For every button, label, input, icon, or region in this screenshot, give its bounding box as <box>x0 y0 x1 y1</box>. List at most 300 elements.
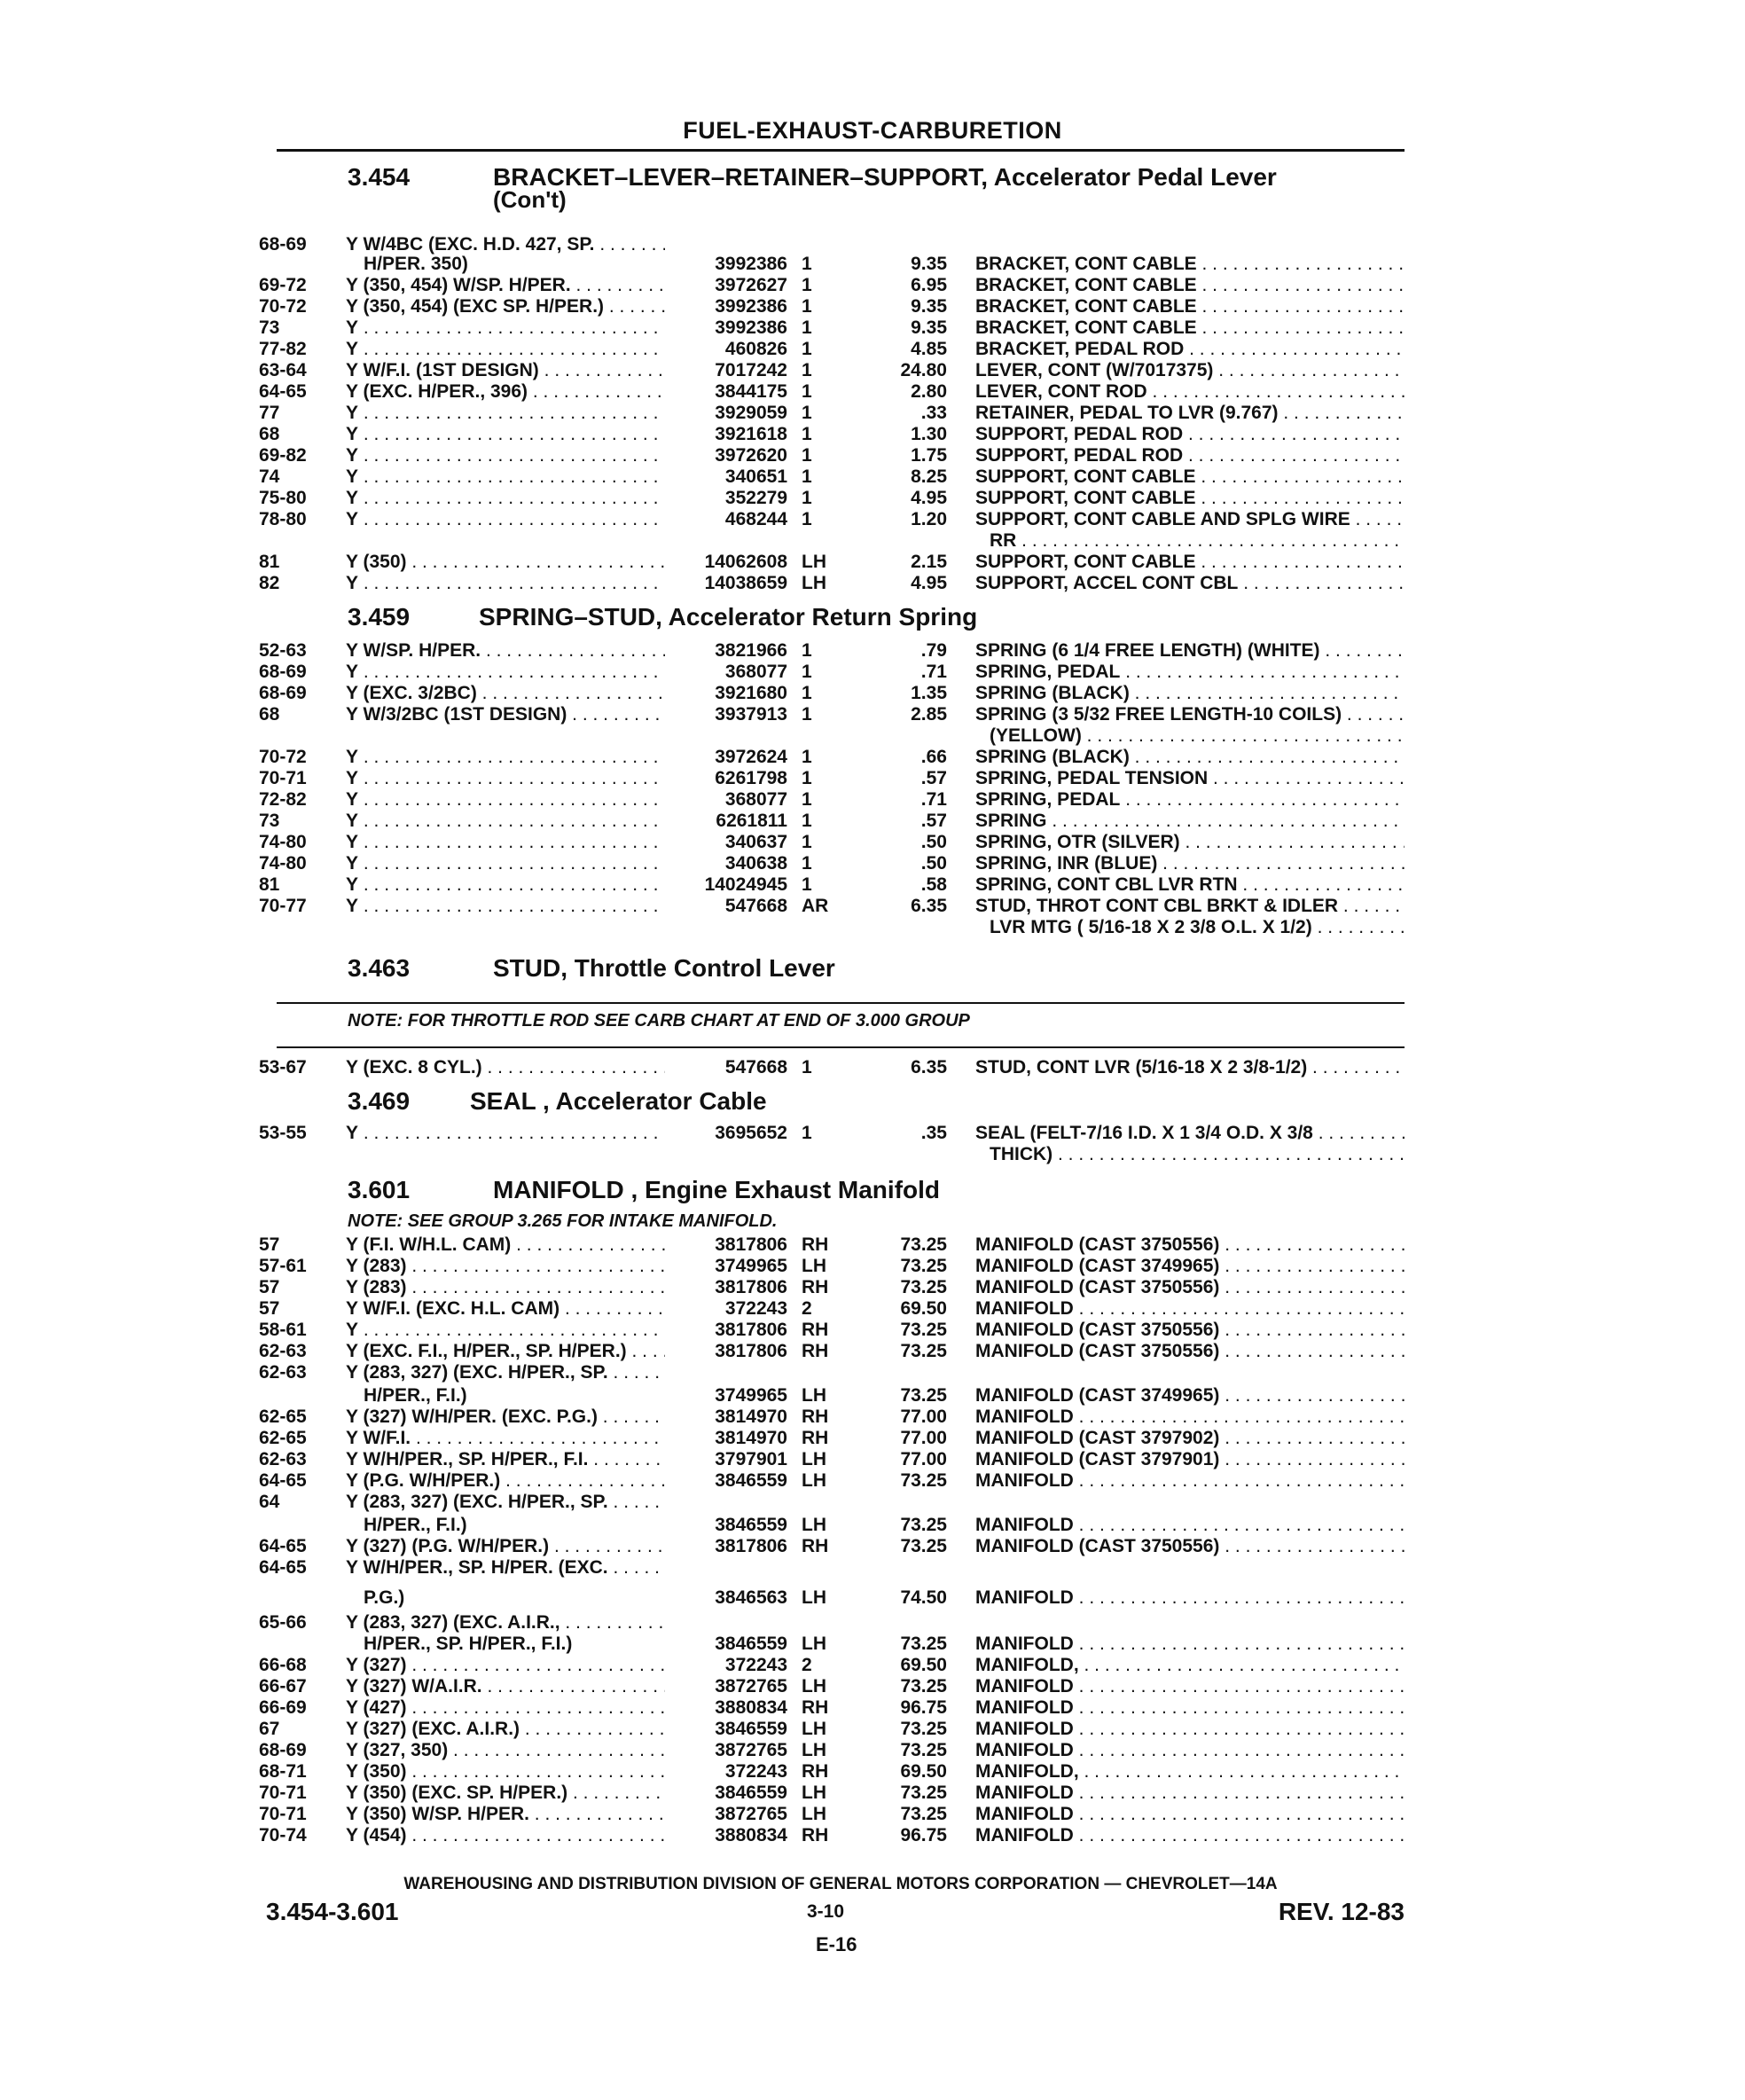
quantity: 1 <box>802 254 812 274</box>
application-continued: H/PER. 350) <box>364 254 468 274</box>
part-description: MANIFOLD (CAST 3750556) . . . <box>975 1320 1405 1341</box>
part-number: 3695652 <box>715 1123 787 1143</box>
part-number: 3992386 <box>715 317 787 338</box>
application-continued: H/PER., SP. H/PER., F.I.) <box>364 1634 573 1654</box>
part-description: MANIFOLD . . . <box>975 1697 1405 1719</box>
price: 2.85 <box>911 704 947 725</box>
parts-row <box>0 254 1745 275</box>
application: Y . . . <box>346 896 665 917</box>
year-range: 62-65 <box>259 1407 307 1427</box>
part-description: LEVER, CONT ROD . . . <box>975 381 1405 403</box>
part-description: SUPPORT, CONT CABLE . . . <box>975 552 1405 573</box>
parts-row <box>0 1385 1745 1407</box>
price: 1.30 <box>911 424 947 444</box>
part-description: STUD, CONT LVR (5/16-18 X 2 3/8-1/2) . . . <box>975 1057 1405 1078</box>
part-description: SPRING (3 5/32 FREE LENGTH-10 COILS) . . . <box>975 704 1405 725</box>
part-description: MANIFOLD (CAST 3797901) . . . <box>975 1449 1405 1470</box>
application: Y (327) (EXC. A.I.R.) . . . <box>346 1719 665 1740</box>
year-range: 70-72 <box>259 296 307 317</box>
price: 73.25 <box>900 1719 947 1739</box>
year-range: 68-69 <box>259 1740 307 1760</box>
price: 73.25 <box>900 1341 947 1361</box>
price: 73.25 <box>900 1385 947 1406</box>
year-range: 58-61 <box>259 1320 307 1340</box>
part-description: MANIFOLD, . . . <box>975 1761 1405 1783</box>
part-number: 3749965 <box>715 1385 787 1406</box>
quantity: LH <box>802 1256 826 1276</box>
application: Y W/F.I. (EXC. H.L. CAM) . . . <box>346 1298 665 1320</box>
price: 1.35 <box>911 683 947 703</box>
footer-revision: REV. 12-83 <box>1278 1898 1405 1925</box>
parts-row <box>0 1634 1745 1655</box>
price: 9.35 <box>911 296 947 317</box>
price: 4.95 <box>911 573 947 593</box>
quantity: 1 <box>802 424 812 444</box>
year-range: 82 <box>259 573 280 593</box>
price: 9.35 <box>911 317 947 338</box>
parts-row <box>0 896 1745 917</box>
price: .57 <box>920 811 947 831</box>
parts-row <box>0 832 1745 853</box>
part-number: 3846559 <box>715 1515 787 1535</box>
parts-row <box>0 317 1745 339</box>
quantity: 2 <box>802 1298 812 1319</box>
part-description-continued: RR . . . <box>990 530 1405 552</box>
part-number: 340651 <box>724 466 787 487</box>
application: Y (327) W/H/PER. (EXC. P.G.) . . . <box>346 1407 665 1428</box>
page-id: E-16 <box>816 1933 857 1955</box>
quantity: 1 <box>802 1057 812 1077</box>
year-range: 68-71 <box>259 1761 307 1782</box>
application: Y . . . <box>346 811 665 832</box>
section-heading <box>0 163 1745 193</box>
part-number: 3972627 <box>715 275 787 295</box>
parts-row <box>0 530 1745 552</box>
section-title: MANIFOLD , Engine Exhaust Manifold <box>493 1176 940 1203</box>
footer-section-range: 3.454-3.601 <box>266 1898 399 1925</box>
part-number: 3992386 <box>715 254 787 274</box>
part-description: MANIFOLD . . . <box>975 1676 1405 1697</box>
year-range: 69-72 <box>259 275 307 295</box>
year-range: 73 <box>259 317 280 338</box>
part-description: SPRING, OTR (SILVER) . . . <box>975 832 1405 853</box>
quantity: 1 <box>802 640 812 661</box>
parts-row <box>0 573 1745 594</box>
part-description: MANIFOLD (CAST 3750556) . . . <box>975 1277 1405 1298</box>
quantity: LH <box>802 1470 826 1491</box>
part-number: 3872765 <box>715 1676 787 1696</box>
year-range: 74-80 <box>259 853 307 874</box>
section-title: SEAL , Accelerator Cable <box>470 1087 767 1115</box>
part-number: 14038659 <box>704 573 787 593</box>
year-range: 73 <box>259 811 280 831</box>
quantity: 1 <box>802 662 812 682</box>
part-description: SUPPORT, CONT CABLE . . . <box>975 466 1405 488</box>
parts-row <box>0 662 1745 683</box>
quantity: 1 <box>802 832 812 852</box>
price: 6.35 <box>911 896 947 916</box>
year-range: 52-63 <box>259 640 307 661</box>
quantity: 1 <box>802 683 812 703</box>
quantity: LH <box>802 1634 826 1654</box>
parts-row <box>0 1587 1745 1609</box>
application: Y (EXC. 8 CYL.) . . . <box>346 1057 665 1078</box>
quantity: LH <box>802 1385 826 1406</box>
quantity: RH <box>802 1536 829 1556</box>
price: .66 <box>920 747 947 767</box>
part-number: 3817806 <box>715 1234 787 1255</box>
part-description: MANIFOLD . . . <box>975 1783 1405 1804</box>
parts-row <box>0 917 1745 938</box>
part-description: SPRING . . . <box>975 811 1405 832</box>
quantity: LH <box>802 552 826 572</box>
price: .35 <box>920 1123 947 1143</box>
part-description: MANIFOLD . . . <box>975 1298 1405 1320</box>
parts-row <box>0 683 1745 704</box>
application: Y (327) (P.G. W/H/PER.) . . . <box>346 1536 665 1557</box>
parts-row <box>0 1515 1745 1536</box>
price: 9.35 <box>911 254 947 274</box>
price: 73.25 <box>900 1536 947 1556</box>
quantity: 1 <box>802 445 812 466</box>
application: Y . . . <box>346 853 665 874</box>
quantity: 1 <box>802 296 812 317</box>
quantity: 1 <box>802 747 812 767</box>
parts-row <box>0 1825 1745 1846</box>
part-description: MANIFOLD (CAST 3750556) . . . <box>975 1234 1405 1256</box>
application-continued: H/PER., F.I.) <box>364 1515 467 1535</box>
quantity: LH <box>802 1740 826 1760</box>
price: 74.50 <box>900 1587 947 1608</box>
application: Y W/H/PER., SP. H/PER., F.I. . . . <box>346 1449 665 1470</box>
part-number: 3846559 <box>715 1470 787 1491</box>
section-heading <box>0 603 1745 633</box>
part-description: SUPPORT, CONT CABLE . . . <box>975 488 1405 509</box>
quantity: RH <box>802 1234 829 1255</box>
parts-row <box>0 853 1745 874</box>
application: Y (283, 327) (EXC. H/PER., SP. . . . <box>346 1362 665 1383</box>
part-description: MANIFOLD . . . <box>975 1740 1405 1761</box>
part-description: SEAL (FELT-7/16 I.D. X 1 3/4 O.D. X 3/8 . . . <box>975 1123 1405 1144</box>
year-range: 70-71 <box>259 1783 307 1803</box>
application: Y . . . <box>346 573 665 594</box>
year-range: 64-65 <box>259 381 307 402</box>
price: 69.50 <box>900 1298 947 1319</box>
section-title: SPRING–STUD, Accelerator Return Spring <box>479 603 978 631</box>
year-range: 74 <box>259 466 280 487</box>
parts-row <box>0 509 1745 530</box>
header-rule <box>277 149 1405 152</box>
parts-row <box>0 874 1745 896</box>
part-number: 3972624 <box>715 747 787 767</box>
year-range: 53-67 <box>259 1057 307 1077</box>
year-range: 77 <box>259 403 280 423</box>
application: Y . . . <box>346 339 665 360</box>
quantity: RH <box>802 1761 829 1782</box>
note-rule-bottom <box>277 1046 1405 1048</box>
quantity: 1 <box>802 403 812 423</box>
parts-row <box>0 1407 1745 1428</box>
part-description: SUPPORT, CONT CABLE AND SPLG WIRE . . . <box>975 509 1405 530</box>
year-range: 57 <box>259 1277 280 1297</box>
year-range: 64 <box>259 1492 280 1512</box>
price: 4.95 <box>911 488 947 508</box>
year-range: 70-74 <box>259 1825 307 1845</box>
parts-row <box>0 1697 1745 1719</box>
parts-row <box>0 1298 1745 1320</box>
part-number: 3814970 <box>715 1407 787 1427</box>
application: Y . . . <box>346 789 665 811</box>
year-range: 70-71 <box>259 1804 307 1824</box>
price: 77.00 <box>900 1449 947 1469</box>
parts-row <box>0 1277 1745 1298</box>
price: 8.25 <box>911 466 947 487</box>
application: Y W/3/2BC (1ST DESIGN) . . . <box>346 704 665 725</box>
price: 73.25 <box>900 1783 947 1803</box>
parts-row <box>0 1449 1745 1470</box>
quantity: 2 <box>802 1655 812 1675</box>
quantity: RH <box>802 1277 829 1297</box>
part-number: 547668 <box>724 1057 787 1077</box>
application: Y W/SP. H/PER. . . . <box>346 640 665 662</box>
quantity: 1 <box>802 275 812 295</box>
year-range: 57 <box>259 1298 280 1319</box>
year-range: 66-68 <box>259 1655 307 1675</box>
parts-row <box>0 1320 1745 1341</box>
quantity: 1 <box>802 704 812 725</box>
year-range: 77-82 <box>259 339 307 359</box>
part-description: MANIFOLD (CAST 3749965) . . . <box>975 1256 1405 1277</box>
section-subtitle: (Con't) <box>493 186 567 213</box>
year-range: 64-65 <box>259 1557 307 1578</box>
parts-row <box>0 296 1745 317</box>
price: .58 <box>920 874 947 895</box>
application: Y (F.I. W/H.L. CAM) . . . <box>346 1234 665 1256</box>
quantity: LH <box>802 1804 826 1824</box>
parts-row <box>0 424 1745 445</box>
application: Y (P.G. W/H/PER.) . . . <box>346 1470 665 1492</box>
part-description: MANIFOLD . . . <box>975 1515 1405 1536</box>
note-throttle-rod: NOTE: FOR THROTTLE ROD SEE CARB CHART AT END OF 3.000 GROUP <box>348 1011 970 1030</box>
part-description: MANIFOLD . . . <box>975 1825 1405 1846</box>
quantity: LH <box>802 573 826 593</box>
part-number: 468244 <box>724 509 787 529</box>
year-range: 69-82 <box>259 445 307 466</box>
parts-row <box>0 360 1745 381</box>
footer-page-number: 3-10 <box>807 1901 845 1922</box>
parts-row <box>0 1612 1745 1634</box>
quantity: LH <box>802 1587 826 1608</box>
year-range: 53-55 <box>259 1123 307 1143</box>
parts-row <box>0 1470 1745 1492</box>
parts-row <box>0 1740 1745 1761</box>
part-number: 3817806 <box>715 1320 787 1340</box>
parts-row <box>0 403 1745 424</box>
part-number: 3972620 <box>715 445 787 466</box>
parts-row <box>0 1428 1745 1449</box>
price: 24.80 <box>900 360 947 380</box>
application: Y (350) (EXC. SP. H/PER.) . . . <box>346 1783 665 1804</box>
footer-publisher: WAREHOUSING AND DISTRIBUTION DIVISION OF GENERAL MOTORS CORPORATION — CHEVROLET—14A <box>403 1875 1278 1893</box>
part-description: SUPPORT, PEDAL ROD . . . <box>975 424 1405 445</box>
year-range: 67 <box>259 1719 280 1739</box>
part-number: 3992386 <box>715 296 787 317</box>
application-continued: H/PER., F.I.) <box>364 1385 467 1406</box>
part-description: BRACKET, PEDAL ROD . . . <box>975 339 1405 360</box>
price: 73.25 <box>900 1676 947 1696</box>
year-range: 65-66 <box>259 1612 307 1633</box>
year-range: 68-69 <box>259 683 307 703</box>
quantity: 1 <box>802 381 812 402</box>
application: Y (283) . . . <box>346 1277 665 1298</box>
year-range: 78-80 <box>259 509 307 529</box>
parts-row <box>0 445 1745 466</box>
part-number: 3872765 <box>715 1740 787 1760</box>
application: Y (EXC. F.I., H/PER., SP. H/PER.) . . . <box>346 1341 665 1362</box>
application: Y W/F.I. . . . <box>346 1428 665 1449</box>
application: Y (283, 327) (EXC. A.I.R., . . . <box>346 1612 665 1634</box>
application: Y (EXC. H/PER., 396) . . . <box>346 381 665 403</box>
part-number: 547668 <box>724 896 787 916</box>
part-number: 3937913 <box>715 704 787 725</box>
quantity: RH <box>802 1341 829 1361</box>
application: Y . . . <box>346 1123 665 1144</box>
section-number: 3.463 <box>348 954 411 982</box>
part-description: MANIFOLD (CAST 3797902) . . . <box>975 1428 1405 1449</box>
part-number: 3814970 <box>715 1428 787 1448</box>
application: Y . . . <box>346 509 665 530</box>
application: Y (327) . . . <box>346 1655 665 1676</box>
price: .79 <box>920 640 947 661</box>
price: 96.75 <box>900 1697 947 1718</box>
part-number: 3880834 <box>715 1825 787 1845</box>
part-description: SPRING (BLACK) . . . <box>975 683 1405 704</box>
page-title: FUEL-EXHAUST-CARBURETION <box>683 117 1062 144</box>
application: Y (350) . . . <box>346 552 665 573</box>
part-number: 352279 <box>724 488 787 508</box>
application: Y . . . <box>346 424 665 445</box>
parts-row <box>0 1536 1745 1557</box>
part-number: 3846559 <box>715 1783 787 1803</box>
part-description: LEVER, CONT (W/7017375) . . . <box>975 360 1405 381</box>
part-number: 340638 <box>724 853 787 874</box>
part-description: MANIFOLD . . . <box>975 1634 1405 1655</box>
application: Y (283) . . . <box>346 1256 665 1277</box>
quantity: 1 <box>802 488 812 508</box>
part-description: MANIFOLD, . . . <box>975 1655 1405 1676</box>
quantity: LH <box>802 1515 826 1535</box>
year-range: 62-63 <box>259 1362 307 1383</box>
part-number: 6261798 <box>715 768 787 788</box>
price: 77.00 <box>900 1407 947 1427</box>
parts-row <box>0 1256 1745 1277</box>
application: Y (283, 327) (EXC. H/PER., SP. . . . <box>346 1492 665 1513</box>
part-number: 6261811 <box>716 811 787 831</box>
application: Y . . . <box>346 317 665 339</box>
part-number: 3844175 <box>715 381 787 402</box>
part-number: 3749965 <box>715 1256 787 1276</box>
year-range: 72-82 <box>259 789 307 810</box>
section-heading <box>0 954 1745 984</box>
quantity: RH <box>802 1825 829 1845</box>
part-description-continued: LVR MTG ( 5/16-18 X 2 3/8 O.L. X 1/2) . . . <box>990 917 1405 938</box>
part-description: BRACKET, CONT CABLE . . . <box>975 275 1405 296</box>
application: Y . . . <box>346 874 665 896</box>
parts-row <box>0 339 1745 360</box>
parts-row <box>0 725 1745 747</box>
parts-row <box>0 1557 1745 1579</box>
parts-row <box>0 552 1745 573</box>
application: Y . . . <box>346 466 665 488</box>
part-number: 3846559 <box>715 1719 787 1739</box>
price: 73.25 <box>900 1515 947 1535</box>
quantity: 1 <box>802 853 812 874</box>
price: .50 <box>920 853 947 874</box>
parts-row <box>0 704 1745 725</box>
price: 73.25 <box>900 1256 947 1276</box>
year-range: 62-63 <box>259 1341 307 1361</box>
year-range: 57-61 <box>259 1256 307 1276</box>
parts-row <box>0 1057 1745 1078</box>
application: Y (350, 454) W/SP. H/PER. . . . <box>346 275 665 296</box>
section-number: 3.459 <box>348 603 411 631</box>
quantity: RH <box>802 1697 829 1718</box>
year-range: 81 <box>259 874 280 895</box>
section-title: STUD, Throttle Control Lever <box>493 954 835 982</box>
section-title: BRACKET–LEVER–RETAINER–SUPPORT, Accelerator Pedal Lever <box>493 163 1277 191</box>
part-description: BRACKET, CONT CABLE . . . <box>975 254 1405 275</box>
parts-row <box>0 1492 1745 1513</box>
part-number: 3929059 <box>715 403 787 423</box>
application: Y . . . <box>346 445 665 466</box>
application-continued: P.G.) <box>364 1587 405 1608</box>
part-description: MANIFOLD (CAST 3749965) . . . <box>975 1385 1405 1407</box>
part-number: 14024945 <box>704 874 787 895</box>
application: Y (EXC. 3/2BC) . . . <box>346 683 665 704</box>
application: Y (454) . . . <box>346 1825 665 1846</box>
part-description-continued: THICK) . . . <box>990 1144 1405 1165</box>
application: Y . . . <box>346 832 665 853</box>
application: Y (427) . . . <box>346 1697 665 1719</box>
quantity: 1 <box>802 874 812 895</box>
part-number: 3817806 <box>715 1277 787 1297</box>
year-range: 64-65 <box>259 1470 307 1491</box>
year-range: 68-69 <box>259 234 307 255</box>
part-description: MANIFOLD . . . <box>975 1719 1405 1740</box>
parts-row <box>0 1804 1745 1825</box>
application: Y . . . <box>346 488 665 509</box>
note-intake: NOTE: SEE GROUP 3.265 FOR INTAKE MANIFOLD. <box>348 1211 778 1231</box>
parts-row <box>0 1655 1745 1676</box>
year-range: 63-64 <box>259 360 307 380</box>
part-number: 3817806 <box>715 1341 787 1361</box>
application: Y (350) . . . <box>346 1761 665 1783</box>
application: Y W/H/PER., SP. H/PER. (EXC. . . . <box>346 1557 665 1579</box>
part-number: 3821966 <box>715 640 787 661</box>
quantity: 1 <box>802 317 812 338</box>
part-description: STUD, THROT CONT CBL BRKT & IDLER . . . <box>975 896 1405 917</box>
parts-row <box>0 1123 1745 1144</box>
year-range: 75-80 <box>259 488 307 508</box>
year-range: 70-77 <box>259 896 307 916</box>
application: Y (327, 350) . . . <box>346 1740 665 1761</box>
year-range: 70-72 <box>259 747 307 767</box>
parts-row <box>0 747 1745 768</box>
quantity: RH <box>802 1407 829 1427</box>
application: Y (350) W/SP. H/PER. . . . <box>346 1804 665 1825</box>
price: 6.95 <box>911 275 947 295</box>
price: 1.75 <box>911 445 947 466</box>
